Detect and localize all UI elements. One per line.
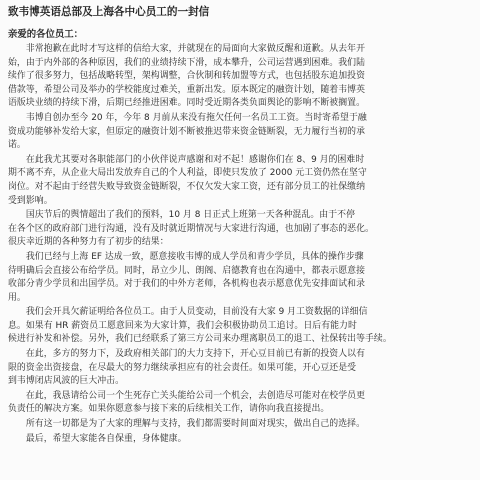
paragraph-line: 限的资金出资接盘，在尽最大的努力继续承担应有的社会责任。如果可能，开心豆还是受	[8, 362, 357, 373]
letter-paragraph	[8, 251, 470, 305]
paragraph-line: 息。如果有 HR 薪资员工愿意回来为大家计算，我们会积极协助员工追讨。日后有能力时	[8, 320, 357, 331]
paragraph-line: 到韦博闭店风波的巨大冲击。	[8, 376, 125, 387]
paragraph-line: 在此我尤其要对各职能部门的小伙伴说声感谢和对不起！感谢你们在 8、9 月的困难时	[8, 154, 365, 165]
paragraph-line: 最后，希望大家能各自保重，身体健康。	[8, 433, 187, 444]
paragraph-line: 国庆节后的舆情超出了我们的预料，10 月 8 日正式上班第一天各种混乱。由于不停	[8, 210, 355, 221]
letter-body	[8, 43, 470, 446]
paragraph-line: 我们已经与上海 EF 达成一致，愿意接收韦博的成人学员和青少学员，具体的操作步骤	[8, 251, 364, 262]
paragraph-line: 始，由于内外部的各种原因，我们的业绩持续下滑，成本攀升，公司运营遇到困难。我们陆	[8, 57, 365, 68]
letter-title: 致韦博英语总部及上海各中心员工的一封信	[8, 6, 210, 18]
paragraph-line: 我们会开具欠薪证明给各位员工。由于人员变动，目前没有大家 9 月工资数据的详细信	[8, 307, 368, 318]
paragraph-line: 受到影响。	[8, 195, 53, 206]
letter-greeting: 亲爱的各位员工：	[8, 29, 84, 40]
paragraph-line: 收部分青少学员和出国学员。对于我们的中外方老师，各机构也表示愿意优先安排面试和录	[8, 279, 365, 290]
paragraph-line: 资成功能够补发给大家，但原定的融资计划不断被推迟带来资金链断裂，无力履行当初的承	[8, 126, 365, 137]
paragraph-line: 续作了很多努力，包括战略转型，架构调整，合伙制和转加盟等方式，也包括股东追加投资	[8, 71, 365, 82]
paragraph-line: 语版块业绩的持续下滑，后期已经推进困难。同时受近期各类负面舆论的影响不断被搁置。	[8, 98, 365, 109]
paragraph-line: 用。	[8, 292, 26, 303]
paragraph-line: 非常抱歉在此时才写这样的信给大家，并就现在的局面向大家做反醒和道歉。从去年开	[8, 44, 365, 54]
letter-paragraph	[8, 390, 470, 417]
paragraph-line: 韦博自创办至今 20 年，今年 8 月前从来没有拖欠任何一名员工工资。当时寄希望于融	[8, 112, 367, 123]
paragraph-line: 候进行补发和补偿。另外，我们已经联系了第三方公司来办理离职员工的退工、社保转出等手续。	[8, 334, 392, 345]
paragraph-line: 诺。	[8, 140, 26, 151]
paragraph-line: 期不离不弃，从企业大局出发放弃自己的个人利益，即使只发放了 2000 元工资仍然在坚守	[8, 168, 367, 179]
paragraph-line: 在此，多方的努力下，及政府相关部门的大力支持下，开心豆目前已有新的投资人以有	[8, 349, 365, 360]
letter-paragraph	[8, 43, 470, 111]
letter-paragraph	[8, 348, 470, 389]
paragraph-line: 待明确后会直接公布给学员。同时，昂立少儿、朗阁、启德教育也在沟通中，都表示愿意接	[8, 265, 365, 276]
letter-paragraph	[8, 306, 470, 347]
letter-paragraph	[8, 433, 470, 447]
letter-paragraph	[8, 112, 470, 153]
letter-paragraph	[8, 154, 470, 208]
paragraph-line: 在各个区的政府部门进行沟通，没有及时就近期情况与大家进行沟通，也加剧了事态的恶化。	[8, 223, 374, 234]
paragraph-line: 在此，我恳请给公司一个生死存亡关头能给公司一个机会，去创造尽可能对在校学员更	[8, 390, 365, 401]
letter-paragraph	[8, 209, 470, 250]
paragraph-line: 借款等，希望公司及举办的学校能度过难关，重新出发。原本既定的融资计划，随着韦博英	[8, 84, 365, 95]
paragraph-line: 负责任的解决方案。如果你愿意参与接下来的后续相关工作，请你向我直接提出。	[8, 404, 330, 415]
paragraph-line: 岗位。对不起由于经营失败导致资金链断裂，不仅欠发大家工资，还有部分员工的社保缴纳	[8, 181, 365, 192]
letter-paragraph	[8, 418, 470, 432]
paragraph-line: 很庆幸近期的各种努力有了初步的结果：	[8, 237, 169, 248]
paragraph-line: 所有这一切都是为了大家的理解与支持，我们都需要时间面对现实，做出自己的选择。	[8, 419, 365, 430]
